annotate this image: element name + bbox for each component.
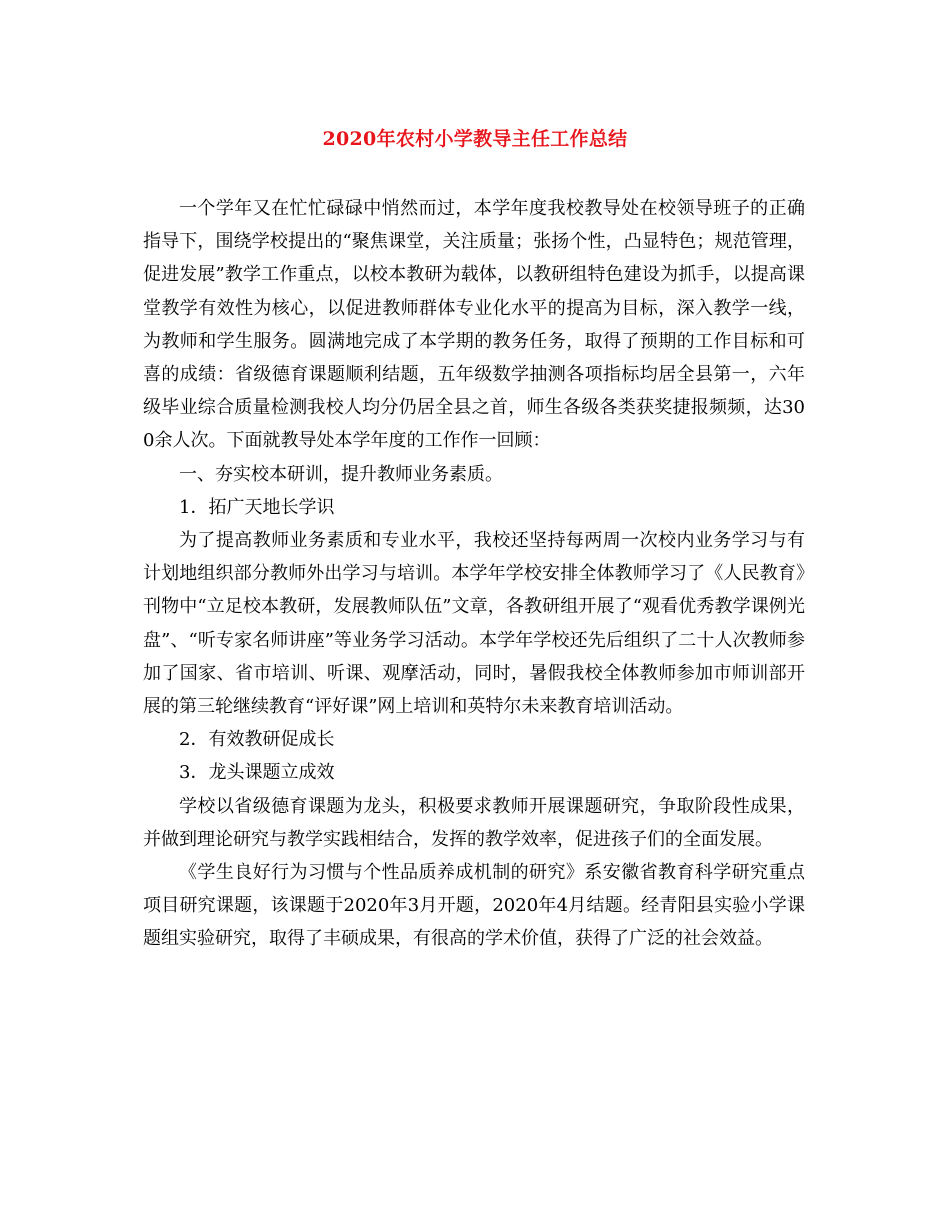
paragraph-intro: 一个学年又在忙忙碌碌中悄然而过，本学年度我校教导处在校领导班子的正确指导下，围绕学校提出的“聚焦课堂，关注质量；张扬个性，凸显特色；规范管理，促进发展”教学工作重点，以校本教研为载体，以教研组特色建设为抓手，以提高课堂教学有效性为核心，以促进教师群体专业化水平的提高为目标，深入教学一线，为教师和学生服务。圆满地完成了本学期的教务任务，取得了预期的工作目标和可喜的成绩：省级德育课题顺利结题，五年级数学抽测各项指标均居全县第一，六年级毕业综合质量检测我校人均分仍居全县之首，师生各级各类获奖捷报频频，达300余人次。下面就教导处本学年度的工作作一回顾： bbox=[143, 198, 805, 452]
subheading-3: 3．龙头课题立成效 bbox=[179, 762, 335, 784]
paragraph-training: 为了提高教师业务素质和专业水平，我校还坚持每两周一次校内业务学习与有计划地组织部分教师外出学习与培训。本学年学校安排全体教师学习了《人民教育》刊物中“立足校本教研，发展教师队伍”文章，各教研组开展了“观看优秀教学课例光盘”、“听专家名师讲座”等业务学习活动。本学年学校还先后组织了二十人次教师参加了国家、省市培训、听课、观摩活动，同时，暑假我校全体教师参加市师训部开展的第三轮继续教育“评好课”网上培训和英特尔未来教育培训活动。 bbox=[143, 530, 805, 718]
subheading-2: 2．有效教研促成长 bbox=[179, 729, 335, 751]
paragraph-project: 《学生良好行为习惯与个性品质养成机制的研究》系安徽省教育科学研究重点项目研究课题，该课题于2020年3月开题，2020年4月结题。经青阳县实验小学课题组实验研究，取得了丰硕成果，有很高的学术价值，获得了广泛的社会效益。 bbox=[143, 862, 805, 950]
section-heading-1: 一、夯实校本研训，提升教师业务素质。 bbox=[179, 463, 503, 485]
subheading-1: 1．拓广天地长学识 bbox=[179, 496, 335, 518]
document-title: 2020年农村小学教导主任工作总结 bbox=[322, 128, 628, 150]
document-body bbox=[143, 192, 805, 956]
paragraph-research: 学校以省级德育课题为龙头，积极要求教师开展课题研究，争取阶段性成果，并做到理论研究与教学实践相结合，发挥的教学效率，促进孩子们的全面发展。 bbox=[143, 795, 805, 850]
